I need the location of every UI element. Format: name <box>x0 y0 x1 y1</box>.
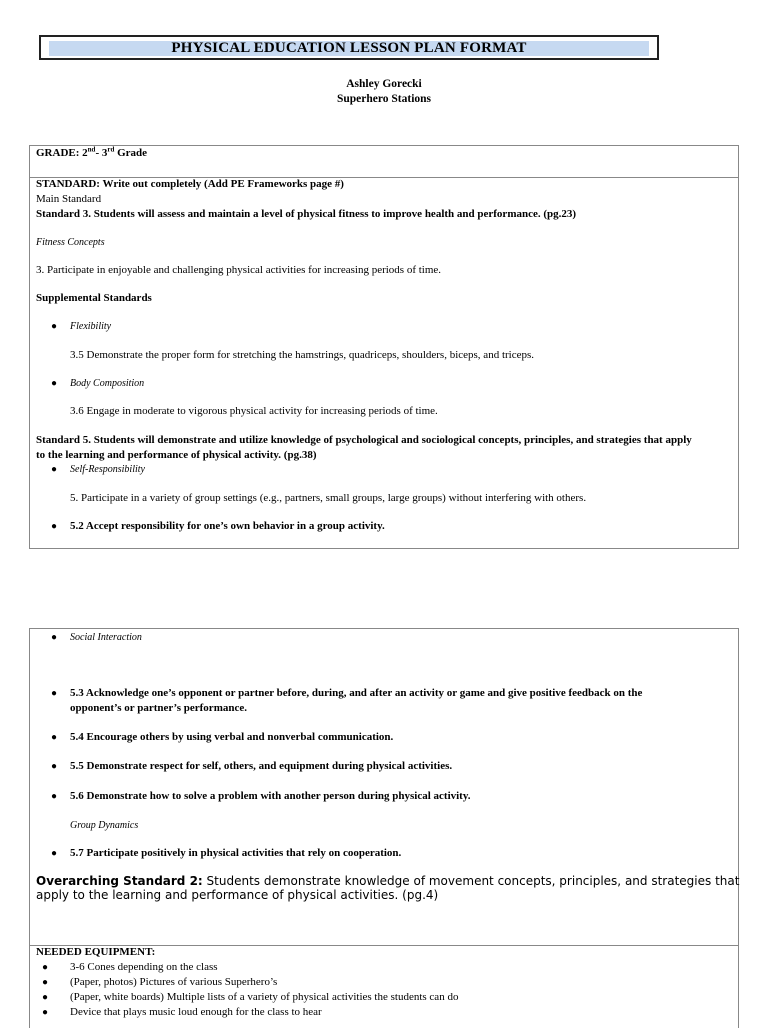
overarching-label: Overarching Standard 2: <box>36 874 203 888</box>
grade-suffix: Grade <box>114 147 148 159</box>
fitness-concepts-label: Fitness Concepts <box>36 237 105 248</box>
author-name: Ashley Gorecki <box>346 78 422 90</box>
item-5-3-line2: opponent’s or partner’s performance. <box>70 702 247 714</box>
bullet-icon: ● <box>51 848 58 859</box>
social-interaction-label: Social Interaction <box>70 632 142 643</box>
group-dynamics-label: Group Dynamics <box>70 820 139 831</box>
self-responsibility-label: Self-Responsibility <box>70 464 145 475</box>
item-3: 3. Participate in enjoyable and challenging physical activities for increasing periods of time. <box>36 264 442 276</box>
item-5-2: 5.2 Accept responsibility for one’s own behavior in a group activity. <box>70 520 385 532</box>
grade-prefix: GRADE: 2 <box>36 147 88 159</box>
overarching-standard-line2: apply to the learning and performance of physical activities. (pg.4) <box>36 888 439 902</box>
overarching-standard-line1 <box>36 874 739 888</box>
item-5-7: 5.7 Participate positively in physical activities that rely on cooperation. <box>70 847 402 859</box>
bullet-icon: ● <box>51 464 58 475</box>
equipment-heading: NEEDED EQUIPMENT: <box>36 946 156 958</box>
standard-3: Standard 3. Students will assess and maintain a level of physical fitness to improve health and performance. (pg.23) <box>36 208 577 220</box>
item-3-6: 3.6 Engage in moderate to vigorous physical activity for increasing periods of time. <box>70 405 438 417</box>
standards-table <box>29 145 739 549</box>
bullet-icon: ● <box>51 732 58 743</box>
standard-5-line1: Standard 5. Students will demonstrate and utilize knowledge of psychological and sociological concepts, principles, and strategies that apply <box>36 434 692 446</box>
bullet-icon: ● <box>51 791 58 802</box>
bullet-icon: ● <box>42 962 49 973</box>
item-5: 5. Participate in a variety of group settings (e.g., partners, small groups, large groups) without interfering with others. <box>70 492 587 504</box>
equipment-item: 3-6 Cones depending on the class <box>70 961 218 973</box>
item-5-6: 5.6 Demonstrate how to solve a problem with another person during physical activity. <box>70 790 471 802</box>
standards-table-continued <box>29 628 739 1028</box>
grade-sup1: nd <box>87 145 96 154</box>
main-standard-label: Main Standard <box>36 193 102 205</box>
lesson-name: Superhero Stations <box>336 93 432 105</box>
standard-heading: STANDARD: Write out completely (Add PE Frameworks page #) <box>36 178 344 190</box>
item-5-3-line1: 5.3 Acknowledge one’s opponent or partner before, during, and after an activity or game and give positive feedback on the <box>70 687 643 699</box>
item-3-5: 3.5 Demonstrate the proper form for stretching the hamstrings, quadriceps, shoulders, biceps, and triceps. <box>70 349 535 361</box>
bullet-icon: ● <box>51 521 58 532</box>
flexibility-label: Flexibility <box>70 321 112 332</box>
bullet-icon: ● <box>42 1007 49 1018</box>
bullet-icon: ● <box>51 688 58 699</box>
bullet-icon: ● <box>51 321 58 332</box>
bullet-icon: ● <box>51 378 58 389</box>
grade-mid: - 3 <box>95 147 108 159</box>
page-title: PHYSICAL EDUCATION LESSON PLAN FORMAT <box>171 40 527 56</box>
equipment-item: (Paper, white boards) Multiple lists of a variety of physical activities the students can do <box>70 991 459 1003</box>
bullet-icon: ● <box>42 977 49 988</box>
title-box <box>39 35 659 60</box>
item-5-4: 5.4 Encourage others by using verbal and nonverbal communication. <box>70 731 394 743</box>
supplemental-standards: Supplemental Standards <box>36 292 152 304</box>
grade-line <box>36 147 147 159</box>
bullet-icon: ● <box>51 761 58 772</box>
equipment-item: Device that plays music loud enough for the class to hear <box>70 1006 322 1018</box>
bullet-icon: ● <box>42 992 49 1003</box>
grade-sup2: rd <box>107 145 115 154</box>
equipment-item: (Paper, photos) Pictures of various Superhero’s <box>70 976 278 988</box>
bullet-icon: ● <box>51 632 58 643</box>
overarching-text-1: Students demonstrate knowledge of movement concepts, principles, and strategies that <box>202 874 740 888</box>
standard-5-line2: to the learning and performance of physical activity. (pg.38) <box>36 449 317 461</box>
body-composition-label: Body Composition <box>70 378 145 389</box>
item-5-5: 5.5 Demonstrate respect for self, others, and equipment during physical activities. <box>70 760 453 772</box>
